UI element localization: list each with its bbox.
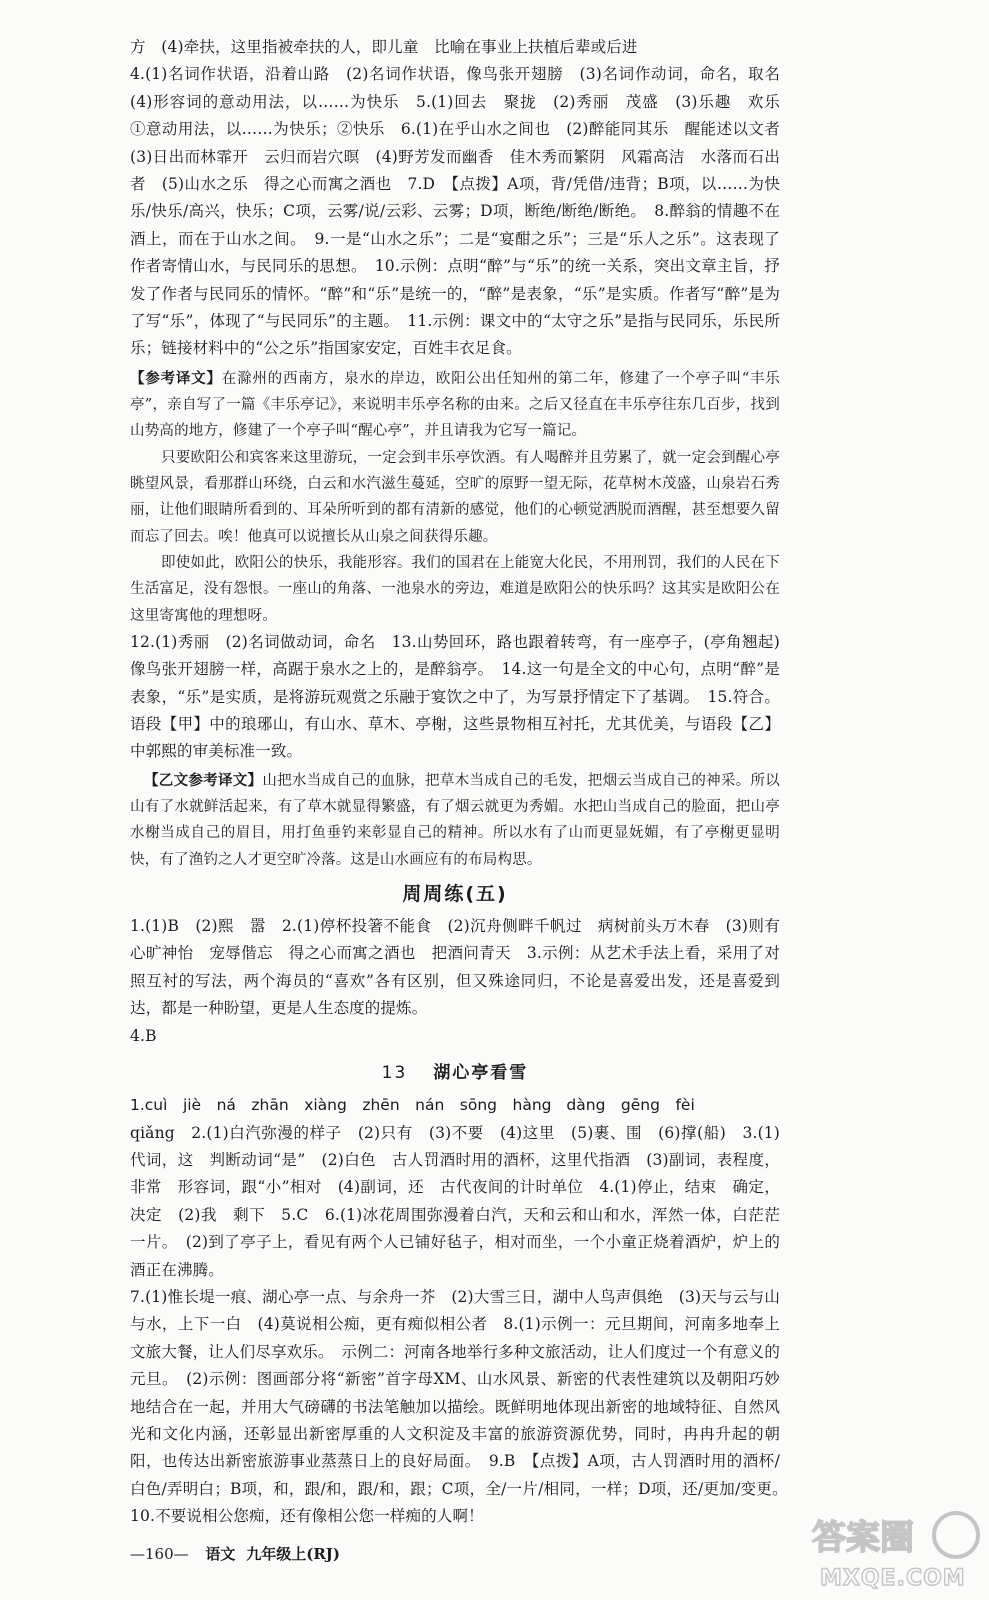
watermark-text-url: MXQE.COM <box>820 1566 966 1591</box>
translation-paragraph-1 <box>130 366 780 445</box>
translation-paragraph-3: 即使如此，欧阳公的快乐，我能形容。我们的国君在上能宽大化民，不用刑罚，我们的人民在下生活富足，没有怨恨。一座山的角落、一池泉水的旁边，难道是欧阳公的快乐吗？这其实是欧阳公在这里寄寓他的理想呀。 <box>130 554 780 624</box>
weekly-answer-4: 4.B <box>130 1026 157 1045</box>
weekly-answer-paragraph: 1.(1)B (2)熙 嚣 2.(1)停杯投箸不能食 (2)沉舟侧畔千帆过 病树前头万木春 (3)则有心旷神怡 宠辱偕忘 得之心而寓之酒也 把酒问青天 3.示例：从艺术手法上看，采用了对照互衬的写法，两个海员的“喜欢”各有区别，但又殊途同归，不论是喜爱出发，还是喜爱到达，都是一种盼望，更是人生态度的提炼。 <box>130 917 780 1018</box>
reference-translation-text-1: 在滁州的西南方，泉水的岸边，欧阳公出任知州的第二年，修建了一个亭子叫“丰乐亭”，亲自写了一篇《丰乐亭记》，来说明丰乐亭名称的由来。之后又径直在丰乐亭往东几百步，找到山势高的地方，修建了一个亭子叫“醒心亭”，并且请我为它写一篇记。 <box>130 370 781 440</box>
watermark-graphic <box>806 1505 984 1595</box>
yi-translation-paragraph <box>130 768 780 873</box>
pinyin-answers: 1.cuì jiè ná zhān xiàng zhēn nán sōng hàng dàng gēng fèi <box>130 1096 695 1115</box>
answer-paragraph-12-15: 12.(1)秀丽 (2)名词做动词，命名 13.山势回环，路也跟着转弯，有一座亭子，(亭角翘起)像鸟张开翅膀一样，高踞于泉水之上的，是醉翁亭。 14.这一句是全文的中心句，点明“醉”是表象，“乐”是实质，是将游玩观赏之乐融于宴饮之中了，为写景抒情定下了基调。 15.符合。语段【甲】中的琅琊山，有山水、草木、亭榭，这些景物相互衬托，尤其优美，与语段【乙】中郭熙的审美标准一致。 <box>130 632 780 761</box>
site-watermark-logo <box>806 1505 984 1595</box>
answer-paragraph-4-11: 4.(1)名词作状语，沿着山路 (2)名词作状语，像鸟张开翅膀 (3)名词作动词，命名，取名 (4)形容词的意动用法，以……为快乐 5.(1)回去 聚拢 (2)秀丽 茂盛 (3)乐趣 欢乐 ①意动用法，以……为快乐；②快乐 6.(1)在乎山水之间也 (2)醉能同其乐 醒能述以文者 (3)日出而林霏开 云归而岩穴暝 (4)野芳发而幽香 佳木秀而繁阴 风霜高洁 水落而石出者 (5)山水之乐 得之心而寓之酒也 7.D 【点拨】A项，背/凭借/违背；B项，以……为快乐/快乐/高兴，快乐；C项，云雾/说/云彩、云雾；D项，断绝/断绝/断绝。 8.醉翁的情趣不在酒上，而在于山水之间。 9.一是“山水之乐”；二是“宴酣之乐”；三是“乐人之乐”。这表现了作者寄情山水，与民同乐的思想。 10.示例：点明“醉”与“乐”的统一关系，突出文章主旨，抒发了作者与民同乐的情怀。“醉”和“乐”是统一的，“醉”是表象，“乐”是实质。作者写“醉”是为了写“乐”，体现了“与民同乐”的主题。 11.示例：课文中的“太守之乐”是指与民同乐，乐民所乐；链接材料中的“公之乐”指国家安定，百姓丰衣足食。 <box>130 65 796 358</box>
watermark-text-cn: 答案圈 <box>812 1518 914 1558</box>
answer-paragraph-continuation: 方 (4)牵扶，这里指被牵扶的人，即儿童 比喻在事业上扶植后辈或后进 <box>130 38 638 56</box>
lesson-13-heading <box>130 1054 780 1092</box>
reference-translation-tag: 【参考译文】 <box>130 369 222 387</box>
lesson-answer-paragraph-7-10: 7.(1)惟长堤一痕、湖心亭一点、与余舟一芥 (2)大雪三日，湖中人鸟声俱绝 (3)天与云与山与水，上下一白 (4)莫说相公痴，更有痴似相公者 8.(1)示例一：元旦期间，河南多地奉上文旅大餐，让人们尽享欢乐。 示例二：河南各地举行多种文旅活动，让人们度过一个有意义的元旦。 (2)示例：图画部分将“新密”首字母XM、山水风景、新密的代表性建筑以及朝阳巧妙地结合在一起，并用大气磅礴的书法笔触加以描绘。既鲜明地体现出新密的地域特征、自然风光和文化内涵，还彰显出新密厚重的人文积淀及丰富的旅游资源优势，同时，冉冉升起的朝阳，也传达出新密旅游事业蒸蒸日上的良好局面。 9.B 【点拨】A项，古人罚酒时用的酒杯/白色/弄明白；B项，和，跟/和，跟/和，跟；C项，全/一片/相同，一样；D项，还/更加/变更。 10.不要说相公您痴，还有像相公您一样痴的人啊！ <box>130 1287 796 1526</box>
lesson-number: 13 <box>381 1063 408 1084</box>
weekly-practice-heading: 周周练(五) <box>402 883 508 906</box>
lesson-answer-paragraph-2-6: qiǎng 2.(1)白汽弥漫的样子 (2)只有 (3)不要 (4)这里 (5)裹、围 (6)撑(船) 3.(1)代词，这 判断动词“是” (2)白色 古人罚酒时用的酒杯，这里代指酒 (3)副词，表程度，非常 形容词，跟“小”相对 (4)副词，还 古代夜间的计时单位 4.(1)停止，结束 确定，决定 (2)我 剩下 5.C 6.(1)冰花周围弥漫着白汽，天和云和山和水，浑然一体，白茫茫一片。 (2)到了亭子上，看见有两个人已铺好毡子，相对而坐，一个小童正烧着酒炉，炉上的酒正在沸腾。 <box>130 1123 780 1279</box>
grade-label: 九年级上(RJ) <box>246 1545 340 1563</box>
translation-paragraph-2: 只要欧阳公和宾客来这里游玩，一定会到丰乐亭饮酒。有人喝醉并且劳累了，就一定会到醒心亭眺望风景，看那群山环绕，白云和水汽滋生蔓延，空旷的原野一望无际，花草树木茂盛，山泉岩石秀丽，让他们眼睛所看到的、耳朵所听到的都有清新的感觉，他们的心顿觉洒脱而酒醒，甚至想要久留而忘了回去。唉！他真可以说擅长从山泉之间获得乐趣。 <box>130 449 780 545</box>
yi-translation-tag: 【乙文参考译文】 <box>144 771 263 789</box>
lesson-title: 湖心亭看雪 <box>433 1063 529 1084</box>
page-footer <box>130 1541 780 1567</box>
page-number: —160— <box>130 1545 189 1563</box>
yi-translation-text: 山把水当成自己的血脉，把草木当成自己的毛发，把烟云当成自己的神采。所以山有了水就鲜活起来，有了草木就显得繁盛，有了烟云就更为秀媚。水把山当成自己的脸面，把山亭水榭当成自己的眉目，用打鱼垂钓来彰显自己的精神。所以水有了山而更显妩媚，有了亭榭更显明快，有了渔钓之人才更空旷冷落。这是山水画应有的布局构思。 <box>130 772 780 868</box>
answer-text-column <box>130 34 796 1531</box>
watermark-ring <box>934 1513 978 1557</box>
subject-label: 语文 <box>205 1545 236 1563</box>
